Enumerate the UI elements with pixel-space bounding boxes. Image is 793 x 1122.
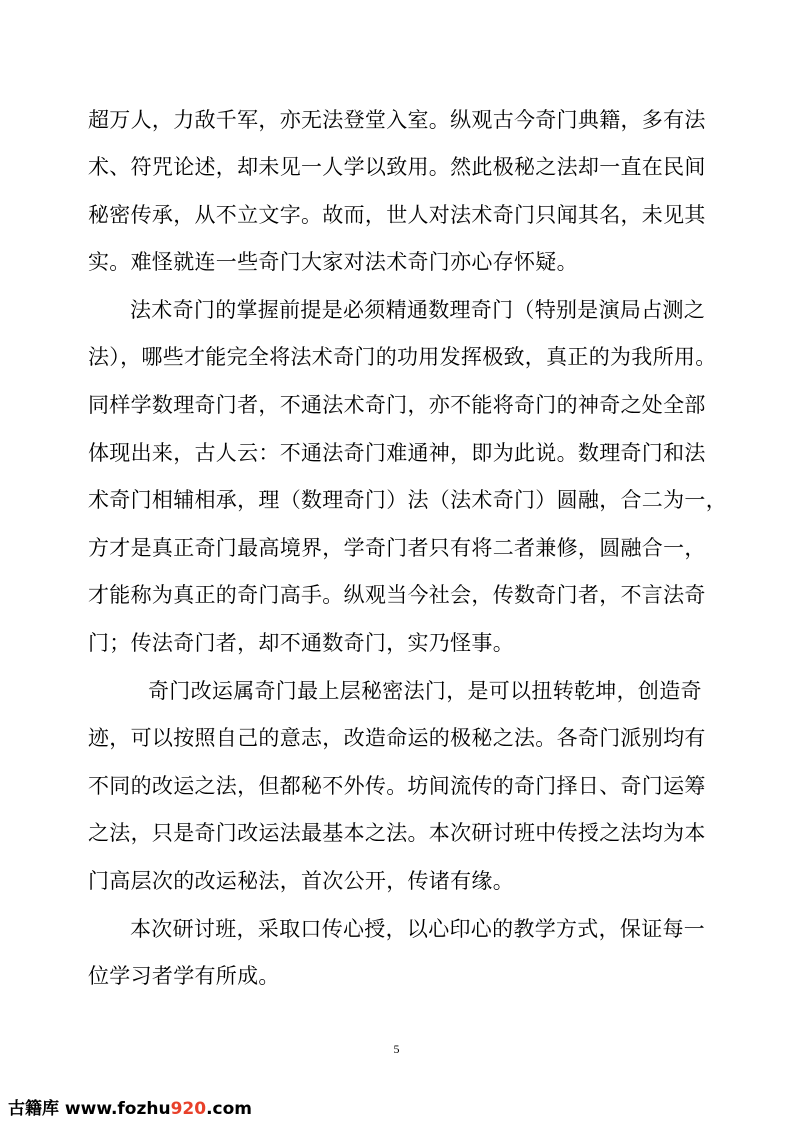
- paragraph-2-line-4: 体现出来，古人云：不通法奇门难通神，即为此说。数理奇门和法: [88, 441, 706, 465]
- paragraph-4-line-2: 位学习者学有所成。: [88, 964, 280, 988]
- paragraph-2-line-5: 术奇门相辅相承，理（数理奇门）法（法术奇门）圆融，合二为一，: [88, 488, 727, 512]
- paragraph-1-line-3: 秘密传承，从不立文字。故而，世人对法术奇门只闻其名，未见其: [88, 203, 706, 227]
- paragraph-1-line-4: 实。难怪就连一些奇门大家对法术奇门亦心存怀疑。: [88, 250, 578, 274]
- paragraph-3-line-1: 奇门改运属奇门最上层秘密法门，是可以扭转乾坤，创造奇: [148, 679, 702, 703]
- paragraph-3-line-4: 之法，只是奇门改运法最基本之法。本次研讨班中传授之法均为本: [88, 821, 706, 845]
- paragraph-3-line-5: 门高层次的改运秘法，首次公开，传诸有缘。: [88, 869, 514, 893]
- paragraph-2-line-6: 方才是真正奇门最高境界，学奇门者只有将二者兼修，圆融合一，: [88, 536, 706, 560]
- paragraph-3-line-3: 不同的改运之法，但都秘不外传。坊间流传的奇门择日、奇门运筹: [88, 774, 706, 798]
- paragraph-3-line-2: 迹，可以按照自己的意志，改造命运的极秘之法。各奇门派别均有: [88, 726, 706, 750]
- paragraph-2-line-1: 法术奇门的掌握前提是必须精通数理奇门（特别是演局占测之: [130, 298, 706, 322]
- paragraph-1-line-1: 超万人，力敌千军，亦无法登堂入室。纵观古今奇门典籍，多有法: [88, 108, 706, 132]
- watermark-url-suffix: .com: [206, 1099, 253, 1119]
- paragraph-4-line-1: 本次研讨班，采取口传心授，以心印心的教学方式，保证每一: [130, 917, 706, 941]
- watermark-url-accent: 920: [170, 1099, 207, 1119]
- paragraph-2-line-2: 法），哪些才能完全将法术奇门的功用发挥极致，真正的为我所用。: [88, 345, 717, 369]
- site-watermark: [8, 1094, 252, 1119]
- watermark-url-prefix: www.fozhu: [64, 1099, 171, 1119]
- paragraph-2-line-3: 同样学数理奇门者，不通法术奇门，亦不能将奇门的神奇之处全部: [88, 393, 706, 417]
- page-number: 5: [393, 1042, 400, 1056]
- watermark-site-name: 古籍库: [8, 1099, 59, 1119]
- paragraph-1-line-2: 术、符咒论述，却未见一人学以致用。然此极秘之法却一直在民间: [88, 155, 706, 179]
- paragraph-2-line-7: 才能称为真正的奇门高手。纵观当今社会，传数奇门者，不言法奇: [88, 583, 706, 607]
- paragraph-2-line-8: 门；传法奇门者，却不通数奇门，实乃怪事。: [88, 631, 514, 655]
- watermark-url: [65, 1099, 252, 1119]
